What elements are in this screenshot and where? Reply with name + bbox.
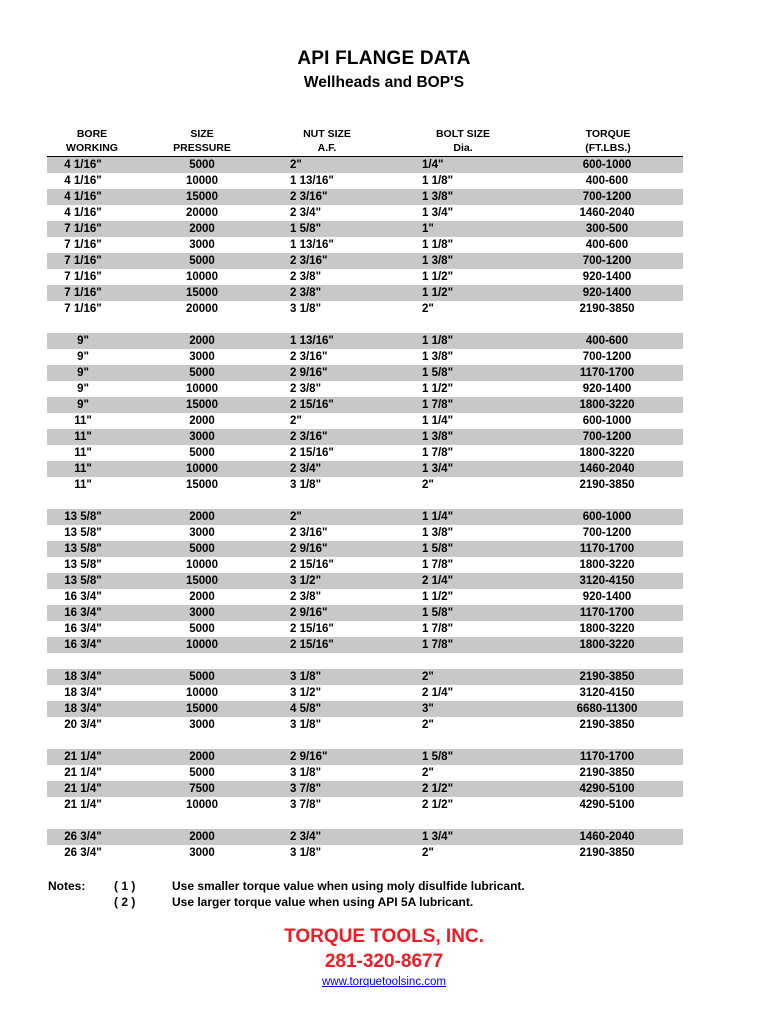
bolt-size-cell: 2" <box>422 767 434 779</box>
bore-cell: 18 3/4" <box>64 671 102 683</box>
pressure-cell: 15000 <box>186 479 218 491</box>
torque-cell: 4290-5100 <box>579 783 635 795</box>
torque-cell: 3120-4150 <box>579 687 635 699</box>
bolt-size-cell: 1 5/8" <box>422 543 454 555</box>
pressure-cell: 3000 <box>189 719 215 731</box>
company-name: TORQUE TOOLS, INC. <box>284 926 484 947</box>
pressure-cell: 15000 <box>186 575 218 587</box>
table-row <box>47 765 683 781</box>
torque-cell: 700-1200 <box>582 527 632 539</box>
torque-cell: 400-600 <box>585 239 629 251</box>
torque-cell: 920-1400 <box>582 383 632 395</box>
bolt-size-cell: 1 7/8" <box>422 639 454 651</box>
bore-cell: 16 3/4" <box>64 623 102 635</box>
bolt-size-cell: 1 7/8" <box>422 623 454 635</box>
nut-size-cell: 2 15/16" <box>290 623 334 635</box>
bore-cell: 7 1/16" <box>64 223 102 235</box>
bolt-size-cell: 2" <box>422 719 434 731</box>
bore-cell: 9" <box>77 367 89 379</box>
torque-cell: 1460-2040 <box>579 463 635 475</box>
bore-cell: 11" <box>74 479 92 491</box>
pressure-cell: 10000 <box>186 463 218 475</box>
torque-cell: 400-600 <box>585 175 629 187</box>
bolt-size-cell: 1/4" <box>422 159 444 171</box>
bore-cell: 11" <box>74 447 92 459</box>
pressure-cell: 5000 <box>189 623 215 635</box>
pressure-cell: 3000 <box>189 607 215 619</box>
bolt-size-cell: 1 5/8" <box>422 751 454 763</box>
bolt-size-cell: 2" <box>422 479 434 491</box>
flange-table <box>47 157 683 861</box>
table-row <box>47 285 683 301</box>
table-row <box>47 189 683 205</box>
table-row <box>47 237 683 253</box>
table-row <box>47 253 683 269</box>
nut-size-cell: 2" <box>290 511 302 523</box>
company-phone: 281-320-8677 <box>324 951 444 972</box>
nut-size-cell: 2 3/8" <box>290 287 322 299</box>
pressure-cell: 15000 <box>186 399 218 411</box>
bolt-size-cell: 1" <box>422 223 434 235</box>
group-spacer <box>47 317 683 333</box>
table-row <box>47 573 683 589</box>
torque-cell: 700-1200 <box>582 431 632 443</box>
bolt-size-cell: 1 3/8" <box>422 431 454 443</box>
header-torque-line2: (FT.LBS.) <box>585 142 631 154</box>
table-row <box>47 221 683 237</box>
nut-size-cell: 4 5/8" <box>290 703 322 715</box>
nut-size-cell: 2 9/16" <box>290 367 328 379</box>
nut-size-cell: 1 5/8" <box>290 223 322 235</box>
pressure-cell: 5000 <box>189 255 215 267</box>
nut-size-cell: 2 3/4" <box>290 831 322 843</box>
torque-cell: 1800-3220 <box>579 639 635 651</box>
pressure-cell: 3000 <box>189 527 215 539</box>
bore-cell: 26 3/4" <box>64 831 102 843</box>
bolt-size-cell: 3" <box>422 703 434 715</box>
table-row <box>47 525 683 541</box>
table-row <box>47 477 683 493</box>
pressure-cell: 5000 <box>189 671 215 683</box>
bolt-size-cell: 2" <box>422 303 434 315</box>
nut-size-cell: 2 9/16" <box>290 607 328 619</box>
pressure-cell: 10000 <box>186 175 218 187</box>
bore-cell: 18 3/4" <box>64 703 102 715</box>
bolt-size-cell: 1 1/8" <box>422 335 454 347</box>
bolt-size-cell: 1 7/8" <box>422 447 454 459</box>
bore-cell: 9" <box>77 351 89 363</box>
company-website-link[interactable]: www.torquetoolsinc.com <box>322 976 446 988</box>
bore-cell: 13 5/8" <box>64 527 102 539</box>
table-row <box>47 637 683 653</box>
table-row <box>47 557 683 573</box>
nut-size-cell: 3 7/8" <box>290 799 322 811</box>
table-row <box>47 397 683 413</box>
bolt-size-cell: 1 1/2" <box>422 383 454 395</box>
table-row <box>47 749 683 765</box>
bore-cell: 4 1/16" <box>64 159 102 171</box>
nut-size-cell: 2 3/16" <box>290 527 328 539</box>
bore-cell: 18 3/4" <box>64 687 102 699</box>
nut-size-cell: 2 3/8" <box>290 271 322 283</box>
bolt-size-cell: 1 1/2" <box>422 287 454 299</box>
pressure-cell: 2000 <box>189 335 215 347</box>
torque-cell: 1460-2040 <box>579 831 635 843</box>
table-row <box>47 301 683 317</box>
note-1-number: ( 1 ) <box>114 879 136 893</box>
nut-size-cell: 1 13/16" <box>290 239 334 251</box>
torque-cell: 2190-3850 <box>579 767 635 779</box>
nut-size-cell: 2 15/16" <box>290 447 334 459</box>
bolt-size-cell: 1 3/8" <box>422 351 454 363</box>
bolt-size-cell: 2" <box>422 847 434 859</box>
torque-cell: 2190-3850 <box>579 671 635 683</box>
note-1-text: Use smaller torque value when using moly disulfide lubricant. <box>172 879 525 893</box>
header-torque-line1: TORQUE <box>585 128 631 140</box>
bore-cell: 16 3/4" <box>64 591 102 603</box>
nut-size-cell: 1 13/16" <box>290 175 334 187</box>
pressure-cell: 2000 <box>189 591 215 603</box>
torque-cell: 300-500 <box>585 223 629 235</box>
table-row <box>47 781 683 797</box>
notes-label: Notes: <box>48 879 86 893</box>
table-row <box>47 669 683 685</box>
nut-size-cell: 2 15/16" <box>290 639 334 651</box>
bore-cell: 4 1/16" <box>64 175 102 187</box>
torque-cell: 1800-3220 <box>579 399 635 411</box>
pressure-cell: 10000 <box>186 639 218 651</box>
pressure-cell: 3000 <box>189 847 215 859</box>
torque-cell: 2190-3850 <box>579 303 635 315</box>
bore-cell: 4 1/16" <box>64 207 102 219</box>
torque-cell: 1170-1700 <box>579 751 635 763</box>
group-spacer <box>47 813 683 829</box>
torque-cell: 1800-3220 <box>579 623 635 635</box>
torque-cell: 1170-1700 <box>579 367 635 379</box>
table-row <box>47 717 683 733</box>
pressure-cell: 2000 <box>189 511 215 523</box>
bore-cell: 9" <box>77 335 89 347</box>
header-nut-line2: A.F. <box>317 142 337 154</box>
pressure-cell: 5000 <box>189 367 215 379</box>
table-row <box>47 333 683 349</box>
pressure-cell: 10000 <box>186 799 218 811</box>
torque-cell: 400-600 <box>585 335 629 347</box>
pressure-cell: 5000 <box>189 767 215 779</box>
bolt-size-cell: 1 1/4" <box>422 511 454 523</box>
torque-cell: 6680-11300 <box>576 703 638 715</box>
bolt-size-cell: 1 1/4" <box>422 415 454 427</box>
table-row <box>47 797 683 813</box>
bore-cell: 13 5/8" <box>64 511 102 523</box>
bore-cell: 21 1/4" <box>64 767 102 779</box>
pressure-cell: 2000 <box>189 831 215 843</box>
bolt-size-cell: 1 7/8" <box>422 399 454 411</box>
torque-cell: 2190-3850 <box>579 847 635 859</box>
bore-cell: 21 1/4" <box>64 751 102 763</box>
bore-cell: 7 1/16" <box>64 271 102 283</box>
pressure-cell: 3000 <box>189 431 215 443</box>
nut-size-cell: 1 13/16" <box>290 335 334 347</box>
bolt-size-cell: 2 1/2" <box>422 799 454 811</box>
group-spacer <box>47 733 683 749</box>
table-row <box>47 173 683 189</box>
table-row <box>47 205 683 221</box>
bolt-size-cell: 2 1/4" <box>422 575 454 587</box>
nut-size-cell: 2" <box>290 159 302 171</box>
page-title: API FLANGE DATA <box>297 48 471 69</box>
table-row <box>47 429 683 445</box>
table-row <box>47 365 683 381</box>
bolt-size-cell: 1 7/8" <box>422 559 454 571</box>
pressure-cell: 5000 <box>189 447 215 459</box>
header-pressure <box>142 127 262 155</box>
header-pressure-line2: PRESSURE <box>173 142 231 154</box>
bolt-size-cell: 1 1/2" <box>422 271 454 283</box>
bolt-size-cell: 1 1/8" <box>422 239 454 251</box>
pressure-cell: 10000 <box>186 559 218 571</box>
pressure-cell: 20000 <box>186 303 218 315</box>
pressure-cell: 5000 <box>189 543 215 555</box>
bore-cell: 7 1/16" <box>64 255 102 267</box>
torque-cell: 600-1000 <box>582 511 632 523</box>
nut-size-cell: 3 1/2" <box>290 575 322 587</box>
nut-size-cell: 2 3/16" <box>290 191 328 203</box>
bolt-size-cell: 1 3/8" <box>422 527 454 539</box>
table-row <box>47 589 683 605</box>
bore-cell: 16 3/4" <box>64 607 102 619</box>
bore-cell: 7 1/16" <box>64 239 102 251</box>
bolt-size-cell: 1 1/8" <box>422 175 454 187</box>
table-row <box>47 541 683 557</box>
nut-size-cell: 2 3/16" <box>290 351 328 363</box>
bore-cell: 11" <box>74 415 92 427</box>
torque-cell: 700-1200 <box>582 255 632 267</box>
torque-cell: 1460-2040 <box>579 207 635 219</box>
nut-size-cell: 2" <box>290 415 302 427</box>
pressure-cell: 15000 <box>186 287 218 299</box>
table-row <box>47 829 683 845</box>
nut-size-cell: 2 15/16" <box>290 399 334 411</box>
note-1 <box>48 878 648 894</box>
torque-cell: 1800-3220 <box>579 447 635 459</box>
torque-cell: 2190-3850 <box>579 479 635 491</box>
nut-size-cell: 2 3/16" <box>290 255 328 267</box>
torque-cell: 600-1000 <box>582 415 632 427</box>
bolt-size-cell: 2" <box>422 671 434 683</box>
bore-cell: 7 1/16" <box>64 303 102 315</box>
bore-cell: 13 5/8" <box>64 559 102 571</box>
nut-size-cell: 3 1/8" <box>290 303 322 315</box>
pressure-cell: 3000 <box>189 239 215 251</box>
bore-cell: 13 5/8" <box>64 575 102 587</box>
note-2-text: Use larger torque value when using API 5A lubricant. <box>172 895 474 909</box>
nut-size-cell: 2 9/16" <box>290 751 328 763</box>
header-torque <box>548 127 668 155</box>
torque-cell: 600-1000 <box>582 159 632 171</box>
torque-cell: 1170-1700 <box>579 607 635 619</box>
pressure-cell: 15000 <box>186 191 218 203</box>
table-row <box>47 413 683 429</box>
nut-size-cell: 3 1/8" <box>290 671 322 683</box>
pressure-cell: 10000 <box>186 271 218 283</box>
header-bolt-size <box>403 127 523 155</box>
header-bore-line2: WORKING <box>66 142 118 154</box>
torque-cell: 2190-3850 <box>579 719 635 731</box>
table-row <box>47 381 683 397</box>
torque-cell: 700-1200 <box>582 191 632 203</box>
bore-cell: 9" <box>77 383 89 395</box>
nut-size-cell: 3 7/8" <box>290 783 322 795</box>
table-row <box>47 701 683 717</box>
bolt-size-cell: 1 3/8" <box>422 191 454 203</box>
torque-cell: 920-1400 <box>582 271 632 283</box>
table-row <box>47 445 683 461</box>
bore-cell: 7 1/16" <box>64 287 102 299</box>
nut-size-cell: 2 3/4" <box>290 207 322 219</box>
table-row <box>47 157 683 173</box>
bore-cell: 11" <box>74 463 92 475</box>
nut-size-cell: 3 1/8" <box>290 479 322 491</box>
page-subtitle: Wellheads and BOP'S <box>303 74 465 91</box>
bolt-size-cell: 1 1/2" <box>422 591 454 603</box>
table-row <box>47 685 683 701</box>
pressure-cell: 7500 <box>189 783 215 795</box>
header-bolt-line2: Dia. <box>453 142 473 154</box>
bore-cell: 16 3/4" <box>64 639 102 651</box>
bore-cell: 26 3/4" <box>64 847 102 859</box>
bolt-size-cell: 1 3/4" <box>422 463 454 475</box>
nut-size-cell: 3 1/8" <box>290 847 322 859</box>
nut-size-cell: 2 3/4" <box>290 463 322 475</box>
table-row <box>47 349 683 365</box>
bolt-size-cell: 2 1/4" <box>422 687 454 699</box>
table-row <box>47 605 683 621</box>
pressure-cell: 2000 <box>189 223 215 235</box>
nut-size-cell: 2 3/16" <box>290 431 328 443</box>
pressure-cell: 10000 <box>186 383 218 395</box>
nut-size-cell: 3 1/2" <box>290 687 322 699</box>
pressure-cell: 5000 <box>189 159 215 171</box>
pressure-cell: 15000 <box>186 703 218 715</box>
table-row <box>47 269 683 285</box>
torque-cell: 3120-4150 <box>579 575 635 587</box>
nut-size-cell: 3 1/8" <box>290 719 322 731</box>
note-2 <box>48 894 648 910</box>
nut-size-cell: 2 15/16" <box>290 559 334 571</box>
table-row <box>47 621 683 637</box>
pressure-cell: 20000 <box>186 207 218 219</box>
pressure-cell: 2000 <box>189 751 215 763</box>
bore-cell: 21 1/4" <box>64 799 102 811</box>
header-pressure-line1: SIZE <box>190 128 214 140</box>
torque-cell: 920-1400 <box>582 287 632 299</box>
header-bolt-line1: BOLT SIZE <box>435 128 491 140</box>
nut-size-cell: 2 3/8" <box>290 591 322 603</box>
torque-cell: 1170-1700 <box>579 543 635 555</box>
table-row <box>47 845 683 861</box>
bore-cell: 13 5/8" <box>64 543 102 555</box>
pressure-cell: 2000 <box>189 415 215 427</box>
torque-cell: 1800-3220 <box>579 559 635 571</box>
bolt-size-cell: 2 1/2" <box>422 783 454 795</box>
bolt-size-cell: 1 3/4" <box>422 831 454 843</box>
nut-size-cell: 2 9/16" <box>290 543 328 555</box>
bore-cell: 4 1/16" <box>64 191 102 203</box>
bolt-size-cell: 1 5/8" <box>422 367 454 379</box>
header-bore <box>32 127 152 155</box>
nut-size-cell: 2 3/8" <box>290 383 322 395</box>
bore-cell: 21 1/4" <box>64 783 102 795</box>
note-2-number: ( 2 ) <box>114 895 136 909</box>
group-spacer <box>47 653 683 669</box>
nut-size-cell: 3 1/8" <box>290 767 322 779</box>
header-nut-line1: NUT SIZE <box>303 128 351 140</box>
torque-cell: 700-1200 <box>582 351 632 363</box>
table-row <box>47 509 683 525</box>
bore-cell: 11" <box>74 431 92 443</box>
bore-cell: 9" <box>77 399 89 411</box>
group-spacer <box>47 493 683 509</box>
bolt-size-cell: 1 5/8" <box>422 607 454 619</box>
bolt-size-cell: 1 3/8" <box>422 255 454 267</box>
header-nut-size <box>267 127 387 155</box>
pressure-cell: 3000 <box>189 351 215 363</box>
pressure-cell: 10000 <box>186 687 218 699</box>
bore-cell: 20 3/4" <box>64 719 102 731</box>
torque-cell: 4290-5100 <box>579 799 635 811</box>
bolt-size-cell: 1 3/4" <box>422 207 454 219</box>
header-bore-line1: BORE <box>76 128 108 140</box>
table-row <box>47 461 683 477</box>
torque-cell: 920-1400 <box>582 591 632 603</box>
